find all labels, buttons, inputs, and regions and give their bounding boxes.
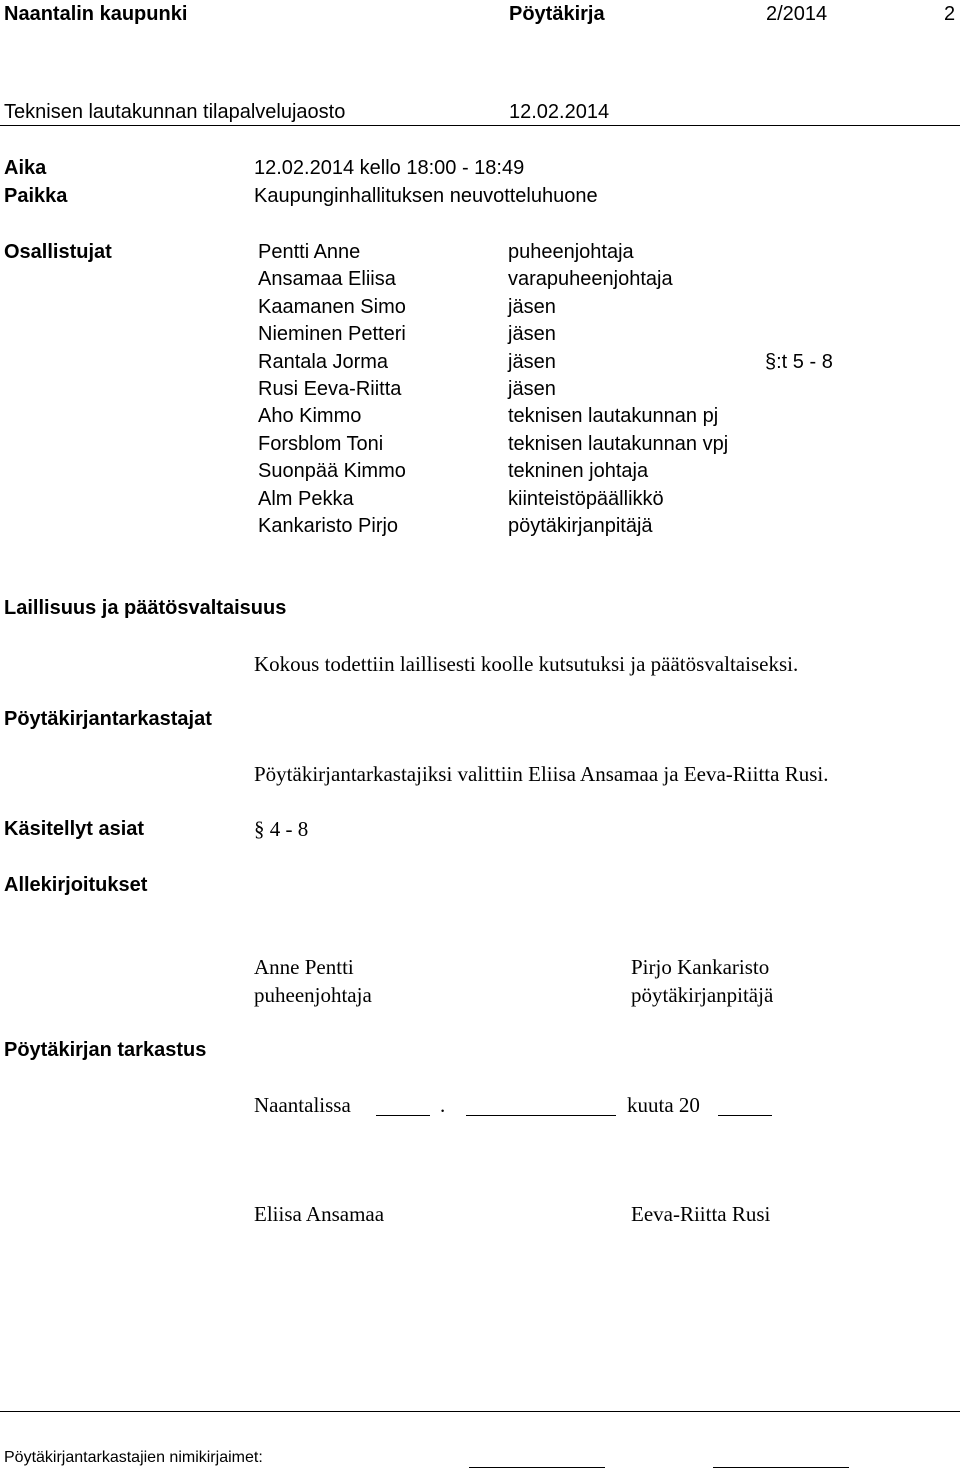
place-value: Kaupunginhallituksen neuvotteluhuone xyxy=(254,185,598,207)
participant-role: varapuheenjohtaja xyxy=(508,268,673,290)
document-type: Pöytäkirja xyxy=(509,3,605,25)
participant-role: jäsen xyxy=(508,323,556,345)
participant-name: Rusi Eeva-Riitta xyxy=(258,378,402,400)
initials-line-2 xyxy=(713,1467,849,1468)
participant-note: §:t 5 - 8 xyxy=(765,351,833,373)
examiners-label: Pöytäkirjantarkastajat xyxy=(4,708,212,730)
participants-label: Osallistujat xyxy=(4,241,112,263)
participant-role: jäsen xyxy=(508,296,556,318)
signature-left-title: puheenjohtaja xyxy=(254,983,372,1007)
participant-name: Suonpää Kimmo xyxy=(258,460,406,482)
participant-role: teknisen lautakunnan vpj xyxy=(508,433,729,455)
review-month-text: kuuta 20 xyxy=(627,1093,700,1117)
review-dot: . xyxy=(440,1093,446,1117)
legality-text: Kokous todettiin laillisesti koolle kutsutuksi ja päätösvaltaiseksi. xyxy=(254,652,799,676)
participant-role: puheenjohtaja xyxy=(508,241,634,263)
month-blank-line xyxy=(466,1115,616,1116)
header-divider xyxy=(0,125,960,126)
initials-label: Pöytäkirjantarkastajien nimikirjaimet: xyxy=(4,1449,263,1466)
participant-name: Pentti Anne xyxy=(258,241,361,263)
review-right-name: Eeva-Riitta Rusi xyxy=(631,1202,771,1226)
organization-name: Naantalin kaupunki xyxy=(4,3,188,25)
review-place: Naantalissa xyxy=(254,1093,351,1117)
signature-right-title: pöytäkirjanpitäjä xyxy=(631,983,774,1007)
participant-name: Aho Kimmo xyxy=(258,405,362,427)
participant-name: Kaamanen Simo xyxy=(258,296,406,318)
signatures-label: Allekirjoitukset xyxy=(4,874,148,896)
participant-name: Forsblom Toni xyxy=(258,433,384,455)
day-blank-line xyxy=(376,1115,430,1116)
year-blank-line xyxy=(718,1115,772,1116)
participant-name: Nieminen Petteri xyxy=(258,323,406,345)
items-value: § 4 - 8 xyxy=(254,817,309,841)
place-label: Paikka xyxy=(4,185,68,207)
participant-role: jäsen xyxy=(508,378,556,400)
participant-name: Ansamaa Eliisa xyxy=(258,268,396,290)
participant-role: tekninen johtaja xyxy=(508,460,649,482)
participant-role: jäsen xyxy=(508,351,556,373)
review-left-name: Eliisa Ansamaa xyxy=(254,1202,385,1226)
legality-label: Laillisuus ja päätösvaltaisuus xyxy=(4,597,287,619)
initials-line-1 xyxy=(469,1467,605,1468)
items-label: Käsitellyt asiat xyxy=(4,818,145,840)
signature-right-name: Pirjo Kankaristo xyxy=(631,955,770,979)
footer-divider xyxy=(0,1411,960,1412)
header-date: 12.02.2014 xyxy=(509,101,610,123)
examiners-text: Pöytäkirjantarkastajiksi valittiin Eliisa Ansamaa ja Eeva-Riitta Rusi. xyxy=(254,762,829,786)
participant-role: pöytäkirjanpitäjä xyxy=(508,515,653,537)
participant-role: teknisen lautakunnan pj xyxy=(508,405,719,427)
participant-name: Alm Pekka xyxy=(258,488,354,510)
participant-name: Rantala Jorma xyxy=(258,351,389,373)
body-name: Teknisen lautakunnan tilapalvelujaosto xyxy=(4,101,346,123)
page-number: 2 xyxy=(944,3,956,25)
participant-name: Kankaristo Pirjo xyxy=(258,515,399,537)
time-value: 12.02.2014 kello 18:00 - 18:49 xyxy=(254,157,525,179)
document-number: 2/2014 xyxy=(766,3,828,25)
participant-role: kiinteistöpäällikkö xyxy=(508,488,664,510)
signature-left-name: Anne Pentti xyxy=(254,955,354,979)
review-label: Pöytäkirjan tarkastus xyxy=(4,1039,207,1061)
time-label: Aika xyxy=(4,157,47,179)
